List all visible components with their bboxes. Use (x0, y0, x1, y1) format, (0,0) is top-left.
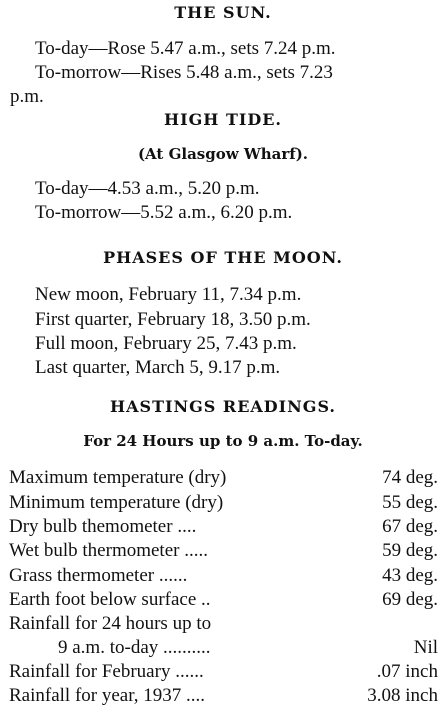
reading-label: Wet bulb thermometer ..... (9, 540, 208, 561)
reading-label: Rainfall for year, 1937 .... (9, 685, 206, 706)
tide-tomorrow-line: To-morrow—5.52 a.m., 6.20 p.m. (35, 202, 293, 223)
reading-label: Minimum temperature (dry) (9, 492, 224, 513)
reading-value: 55 deg. (382, 492, 438, 513)
reading-value: 67 deg. (382, 516, 438, 537)
sun-tomorrow-line-cont: p.m. (10, 86, 44, 107)
reading-value: 69 deg. (382, 589, 438, 610)
sun-today-line: To-day—Rose 5.47 a.m., sets 7.24 p.m. (35, 38, 336, 59)
readings-heading: HASTINGS READINGS. (110, 397, 336, 416)
reading-label: 9 a.m. to-day .......... (58, 637, 211, 658)
reading-value: 43 deg. (382, 565, 438, 586)
reading-value: 74 deg. (382, 467, 438, 488)
sun-heading: THE SUN. (174, 3, 272, 22)
reading-label: Maximum temperature (dry) (9, 467, 227, 488)
reading-label: Rainfall for February ...... (9, 661, 204, 682)
moon-phase-line: Full moon, February 25, 7.43 p.m. (35, 333, 297, 354)
moon-phase-line: New moon, February 11, 7.34 p.m. (35, 284, 302, 305)
reading-label: Grass thermometer ...... (9, 565, 188, 586)
reading-label: Dry bulb themometer .... (9, 516, 197, 537)
moon-phase-line: First quarter, February 18, 3.50 p.m. (35, 309, 311, 330)
reading-label: Rainfall for 24 hours up to (9, 613, 212, 634)
reading-label: Earth foot below surface .. (9, 589, 211, 610)
reading-value: .07 inch (376, 661, 438, 682)
reading-value: 3.08 inch (367, 685, 438, 706)
reading-value: 59 deg. (382, 540, 438, 561)
readings-subheading: For 24 Hours up to 9 a.m. To-day. (83, 432, 363, 450)
reading-value: Nil (413, 637, 438, 658)
moon-phase-line: Last quarter, March 5, 9.17 p.m. (35, 357, 281, 378)
moon-heading: PHASES OF THE MOON. (103, 248, 343, 267)
tide-subheading: (At Glasgow Wharf). (137, 145, 309, 163)
sun-tomorrow-line: To-morrow—Rises 5.48 a.m., sets 7.23 (35, 62, 333, 83)
tide-heading: HIGH TIDE. (164, 110, 282, 129)
tide-today-line: To-day—4.53 a.m., 5.20 p.m. (35, 178, 260, 199)
